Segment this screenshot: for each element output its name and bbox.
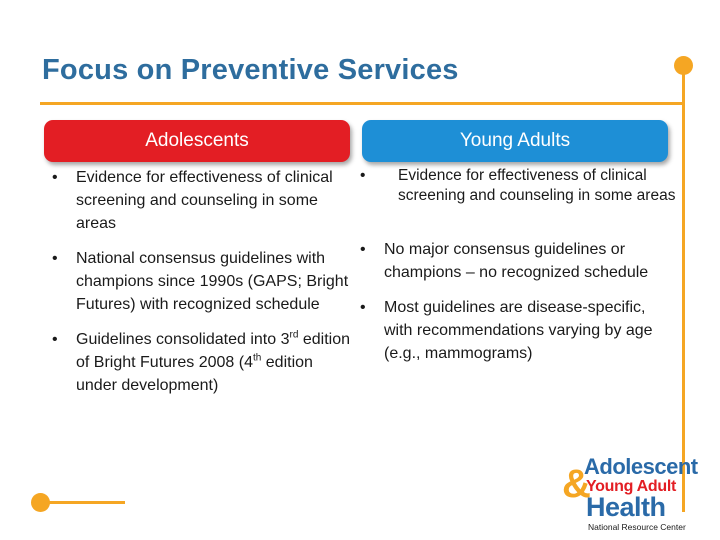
logo-young-adult: Young Adult — [586, 478, 677, 495]
list-item-text-part: edition of Bright Futures 2008 (4 — [76, 331, 350, 371]
adolescents-header-label: Adolescents — [145, 130, 249, 151]
list-item-text: Evidence for effectiveness of clinical screening and counseling in some areas — [76, 169, 333, 232]
list-item-text — [76, 331, 350, 394]
superscript: rd — [289, 329, 299, 341]
adolescents-list — [52, 166, 352, 409]
bottom-divider-line — [40, 501, 125, 504]
list-item — [52, 166, 352, 235]
list-item-text: Evidence for effectiveness of clinical screening and counseling in some areas — [398, 167, 676, 204]
bullet-icon: • — [360, 167, 366, 184]
orange-dot-bottom-left — [31, 493, 50, 512]
young-adults-header-label: Young Adults — [459, 130, 571, 151]
list-item-text: National consensus guidelines with champions since 1990s (GAPS; Bright Futures) with recognized schedule — [76, 250, 349, 313]
list-item-text: Most guidelines are disease-specific, with recommendations varying by age (e.g., mammograms) — [384, 299, 653, 362]
bullet-icon: • — [360, 299, 366, 316]
list-item — [360, 296, 676, 365]
superscript: th — [252, 352, 262, 364]
logo-ampersand: & — [562, 462, 591, 506]
bullet-icon: • — [360, 241, 366, 258]
adolescents-header — [44, 120, 350, 162]
list-item — [360, 238, 676, 284]
slide-title: Focus on Preventive Services — [42, 54, 459, 86]
logo-resource-center: National Resource Center — [588, 522, 686, 532]
right-vertical-line — [682, 66, 685, 512]
ayah-logo — [560, 452, 705, 534]
list-item-text-part: Guidelines consolidated into 3 — [76, 331, 290, 348]
list-item — [52, 247, 352, 316]
list-item-text-part: edition under development) — [76, 354, 313, 394]
list-item — [360, 166, 676, 206]
logo-adolescent: Adolescent — [584, 454, 698, 479]
bullet-icon: • — [52, 331, 58, 348]
young-adults-header — [362, 120, 668, 162]
young-adults-list — [360, 166, 676, 377]
bullet-icon: • — [52, 250, 58, 267]
logo-health: Health — [586, 492, 666, 522]
top-divider-line — [40, 102, 684, 105]
bullet-icon: • — [52, 169, 58, 186]
list-item-text: No major consensus guidelines or champions – no recognized schedule — [384, 241, 649, 281]
list-item — [52, 328, 352, 397]
